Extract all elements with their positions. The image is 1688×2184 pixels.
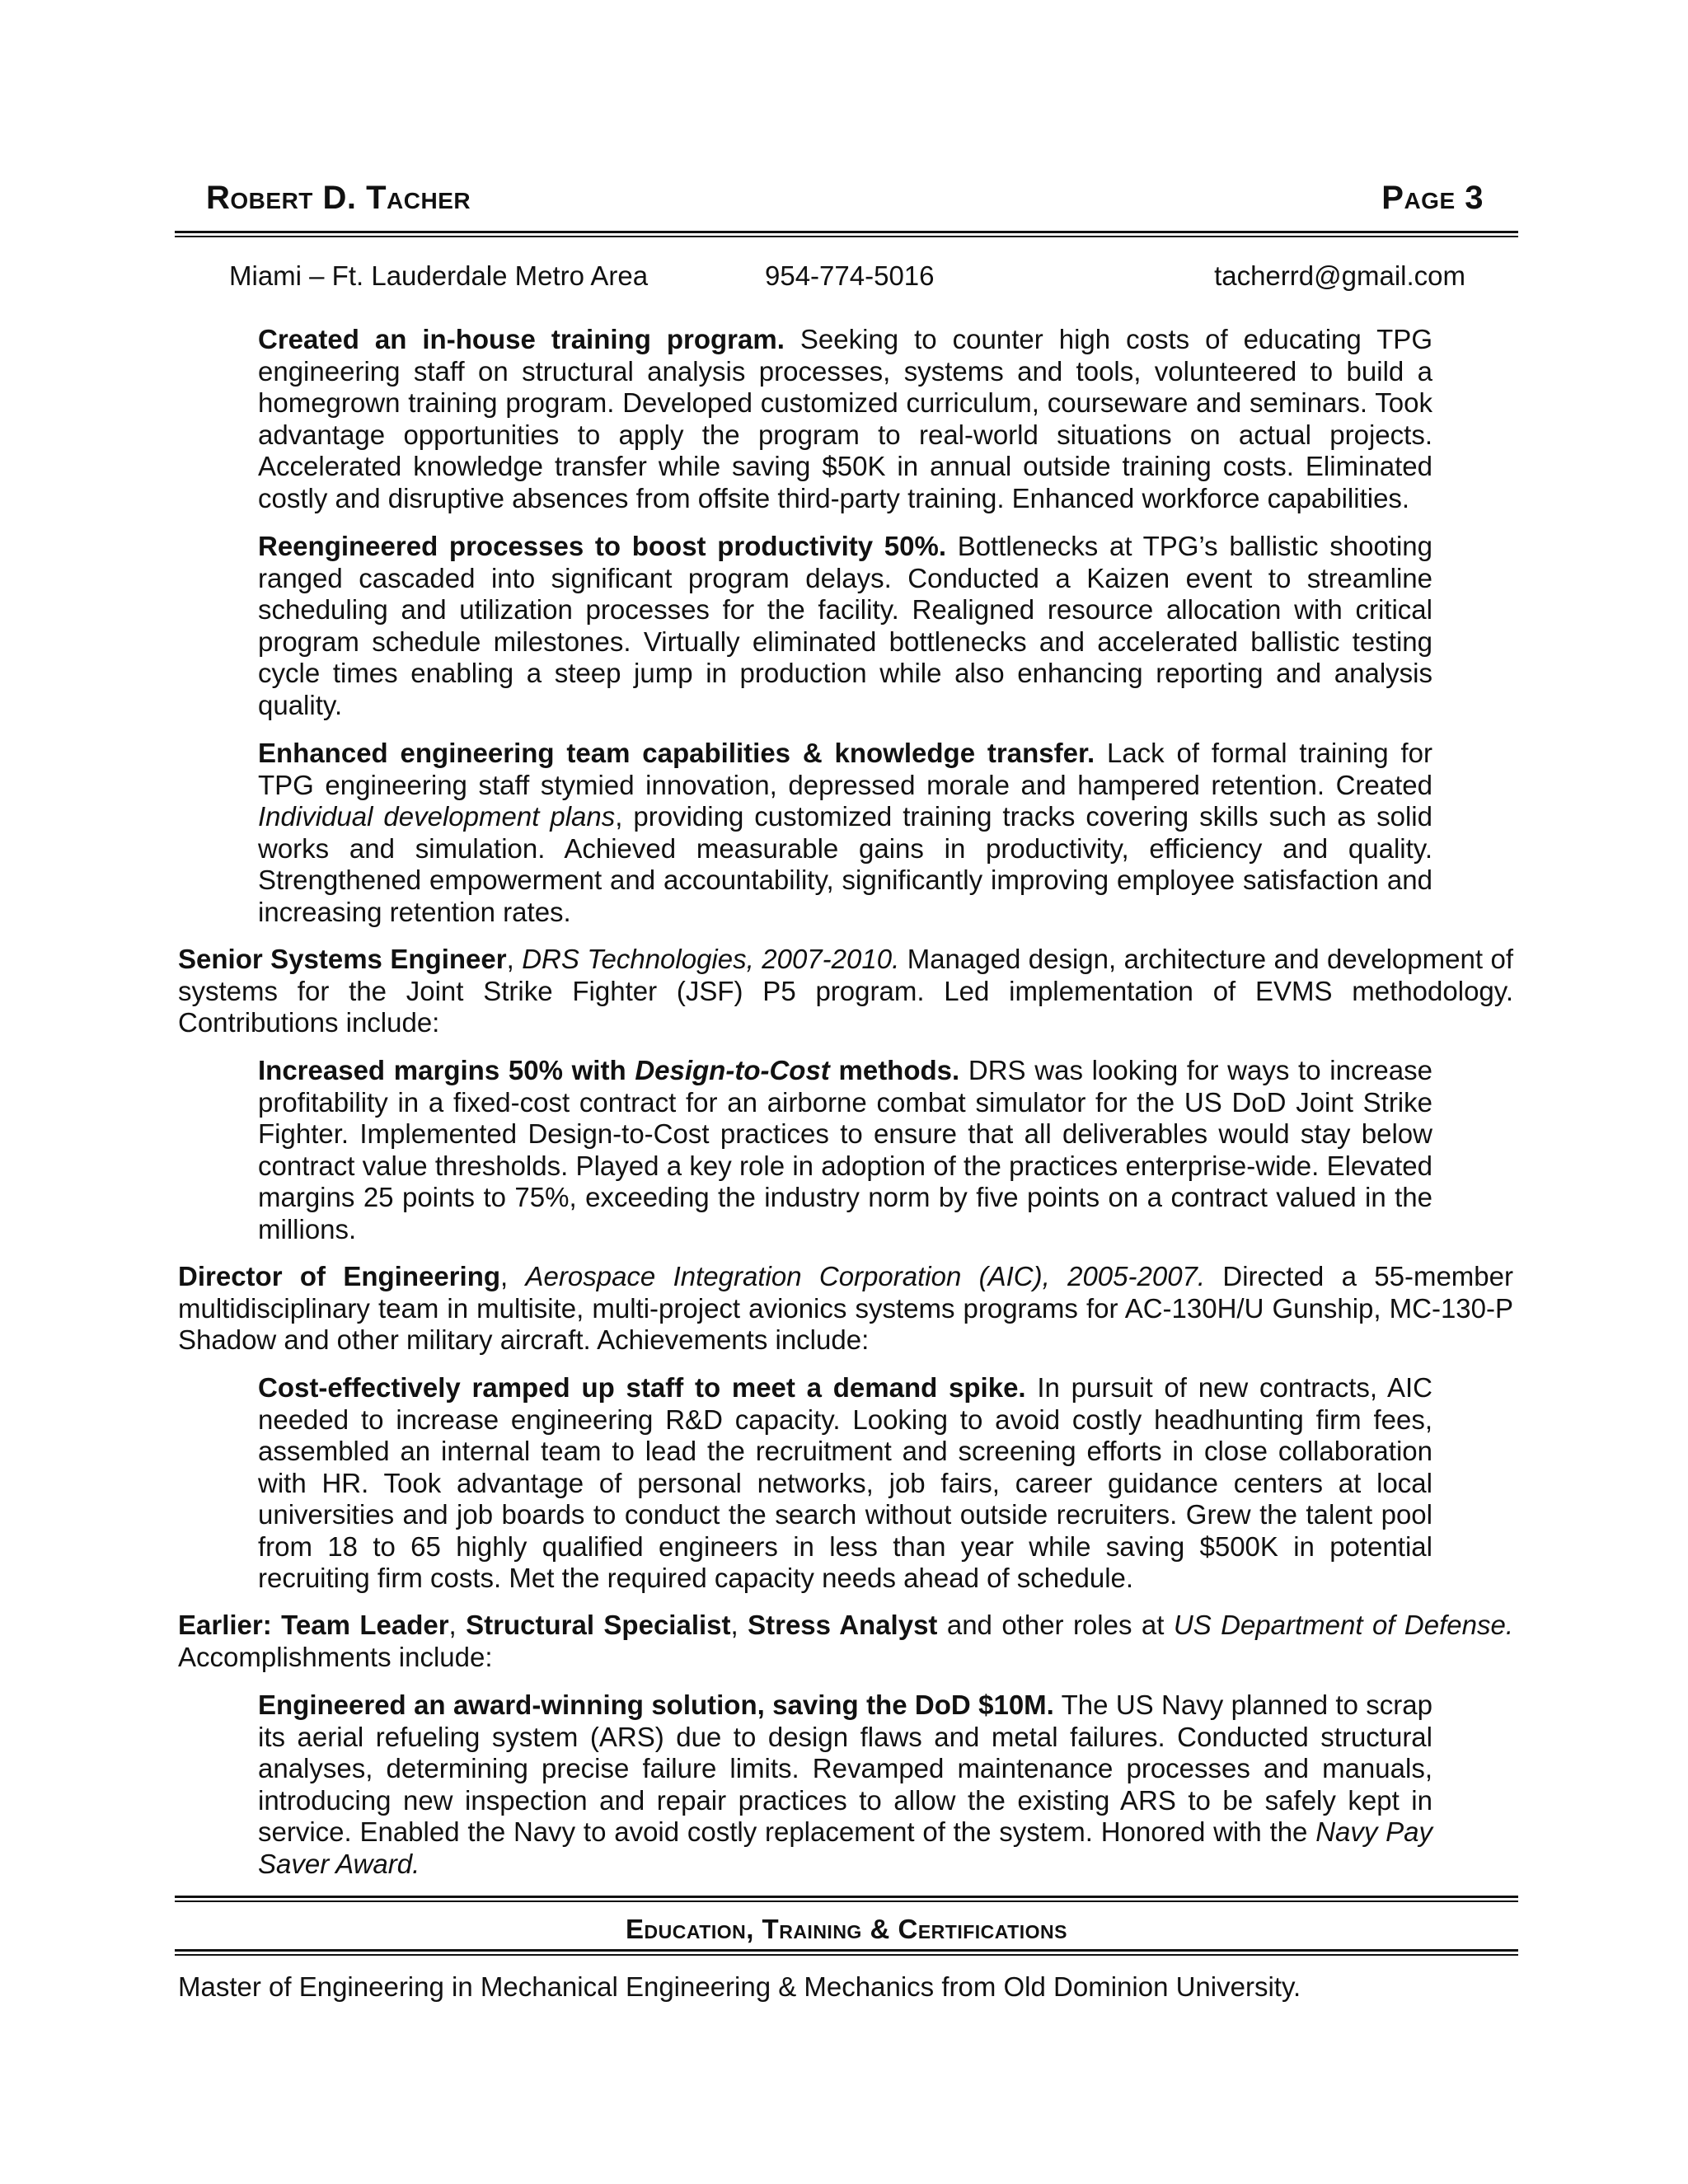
education-top-divider: [175, 1896, 1518, 1902]
role-description: Managed design, architecture and development of systems for the Joint Strike Fighter (JSF) P5 program. Led implementation of EVMS methodology. Contributions include:: [178, 944, 1513, 1038]
role-separator: ,: [730, 1610, 748, 1640]
role-title-specialist: Structural Specialist: [466, 1610, 731, 1640]
role-separator: ,: [448, 1610, 467, 1640]
achievement-training: [258, 324, 1432, 514]
role-organization: DRS Technologies, 2007-2010.: [522, 944, 900, 974]
contact-location: Miami – Ft. Lauderdale Metro Area: [229, 260, 649, 291]
achievement-title: Created an in-house training program.: [258, 324, 785, 354]
achievement-knowledge-transfer: [258, 738, 1432, 928]
role-title-analyst: Stress Analyst: [748, 1610, 938, 1640]
page-header: [206, 180, 1484, 217]
achievement-margins: [258, 1055, 1432, 1245]
role-title: Senior Systems Engineer: [178, 944, 507, 974]
role-title-earlier: Earlier: Team Leader: [178, 1610, 449, 1640]
award-name: Navy Pay Saver Award.: [258, 1816, 1433, 1879]
achievement-text: Bottlenecks at TPG’s ballistic shooting ranged cascaded into significant program delays. Conducted a Kaizen event to streamline scheduling and utilization processes for the facility. Realigned resource allocation with critical program schedule milestones. Virtually eliminated bottlenecks and accelerated ballistic testing cycle times enabling a steep jump in production while also enhancing reporting and analysis quality.: [258, 531, 1432, 720]
achievement-text: The US Navy planned to scrap its aerial refueling system (ARS) due to design flaws and metal failures. Conducted structural analyses, determining precise failure limits. Revamped maintenance processes and manuals, introducing new inspection and repair practices to allow the existing ARS to be safely kept in service. Enabled the Navy to avoid costly replacement of the system. Honored with the: [258, 1690, 1432, 1847]
achievement-title-part: Increased margins 50% with: [258, 1055, 635, 1085]
education-section-title: Education, Training & Certifications: [626, 1914, 1067, 1944]
role-separator: ,: [500, 1261, 526, 1291]
contact-phone: 954-774-5016: [765, 260, 935, 291]
role-organization: US Department of Defense.: [1173, 1610, 1513, 1640]
achievement-title: Cost-effectively ramped up staff to meet a demand spike.: [258, 1372, 1026, 1403]
achievement-title: Reengineered processes to boost productivity 50%.: [258, 531, 946, 561]
achievement-text: Seeking to counter high costs of educating TPG engineering staff on structural analysis processes, systems and tools, volunteered to build a homegrown training program. Developed customized curriculum, courseware and seminars. Took advantage opportunities to apply the program to real-world situations on actual projects. Accelerated knowledge transfer while saving $50K in annual outside training costs. Eliminated costly and disruptive absences from offsite third-party training. Enhanced workforce capabilities.: [258, 324, 1432, 513]
achievement-title: [258, 1055, 959, 1085]
role-separator: ,: [506, 944, 523, 974]
role-drs: [178, 944, 1513, 1039]
achievement-italic: Individual development plans: [258, 801, 616, 832]
contact-bar: [229, 260, 1465, 292]
candidate-name: Robert D. Tacher: [206, 180, 471, 216]
role-organization: Aerospace Integration Corporation (AIC), 2005-2007.: [525, 1261, 1206, 1291]
header-divider: [175, 231, 1518, 237]
achievement-productivity: [258, 531, 1432, 721]
achievement-text: , providing customized training tracks covering skills such as solid works and simulation. Achieved measurable gains in productivity, efficiency and quality. Strengthened empowerment and accountability, significantly improving employee satisfaction and increasing retention rates.: [258, 801, 1432, 927]
achievement-text: Lack of formal training for TPG engineering staff stymied innovation, depressed morale and hampered retention. Created: [258, 738, 1432, 800]
contact-email: tacherrd@gmail.com: [1214, 260, 1465, 291]
achievement-title-italic: Design-to-Cost: [635, 1055, 830, 1085]
role-connector: and other roles at: [937, 1610, 1174, 1640]
role-aic: [178, 1261, 1513, 1357]
education-degree: Master of Engineering in Mechanical Engineering & Mechanics from Old Dominion University.: [178, 1971, 1301, 2002]
role-dod: [178, 1610, 1513, 1673]
achievement-title: Engineered an award-winning solution, saving the DoD $10M.: [258, 1690, 1054, 1720]
achievement-title-part: methods.: [829, 1055, 960, 1085]
role-description: Directed a 55-member multidisciplinary team in multisite, multi-project avionics systems programs for AC-130H/U Gunship, MC-130-P Shadow and other military aircraft. Achievements include:: [178, 1261, 1513, 1355]
achievement-staffing: [258, 1372, 1432, 1595]
achievement-text: DRS was looking for ways to increase profitability in a fixed-cost contract for an airborne combat simulator for the US DoD Joint Strike Fighter. Implemented Design-to-Cost practices to ensure that all deliverables would stay below contract value thresholds. Played a key role in adoption of the practices enterprise-wide. Elevated margins 25 points to 75%, exceeding the industry norm by five points on a contract valued in the millions.: [258, 1055, 1432, 1244]
education-bottom-divider: [175, 1949, 1518, 1956]
achievement-award: [258, 1690, 1432, 1880]
achievement-text: In pursuit of new contracts, AIC needed to increase engineering R&D capacity. Looking to avoid costly headhunting firm fees, assembled an internal team to lead the recruitment and screening efforts in close collaboration with HR. Took advantage of personal networks, job fairs, career guidance centers at local universities and job boards to conduct the search without outside recruiters. Grew the talent pool from 18 to 65 highly qualified engineers in less than year while saving $500K in potential recruiting firm costs. Met the required capacity needs ahead of schedule.: [258, 1372, 1432, 1593]
role-description: Accomplishments include:: [178, 1641, 493, 1672]
role-title: Director of Engineering: [178, 1261, 501, 1291]
achievement-title: Enhanced engineering team capabilities & knowledge transfer.: [258, 738, 1095, 768]
page-number: Page 3: [1381, 180, 1484, 216]
